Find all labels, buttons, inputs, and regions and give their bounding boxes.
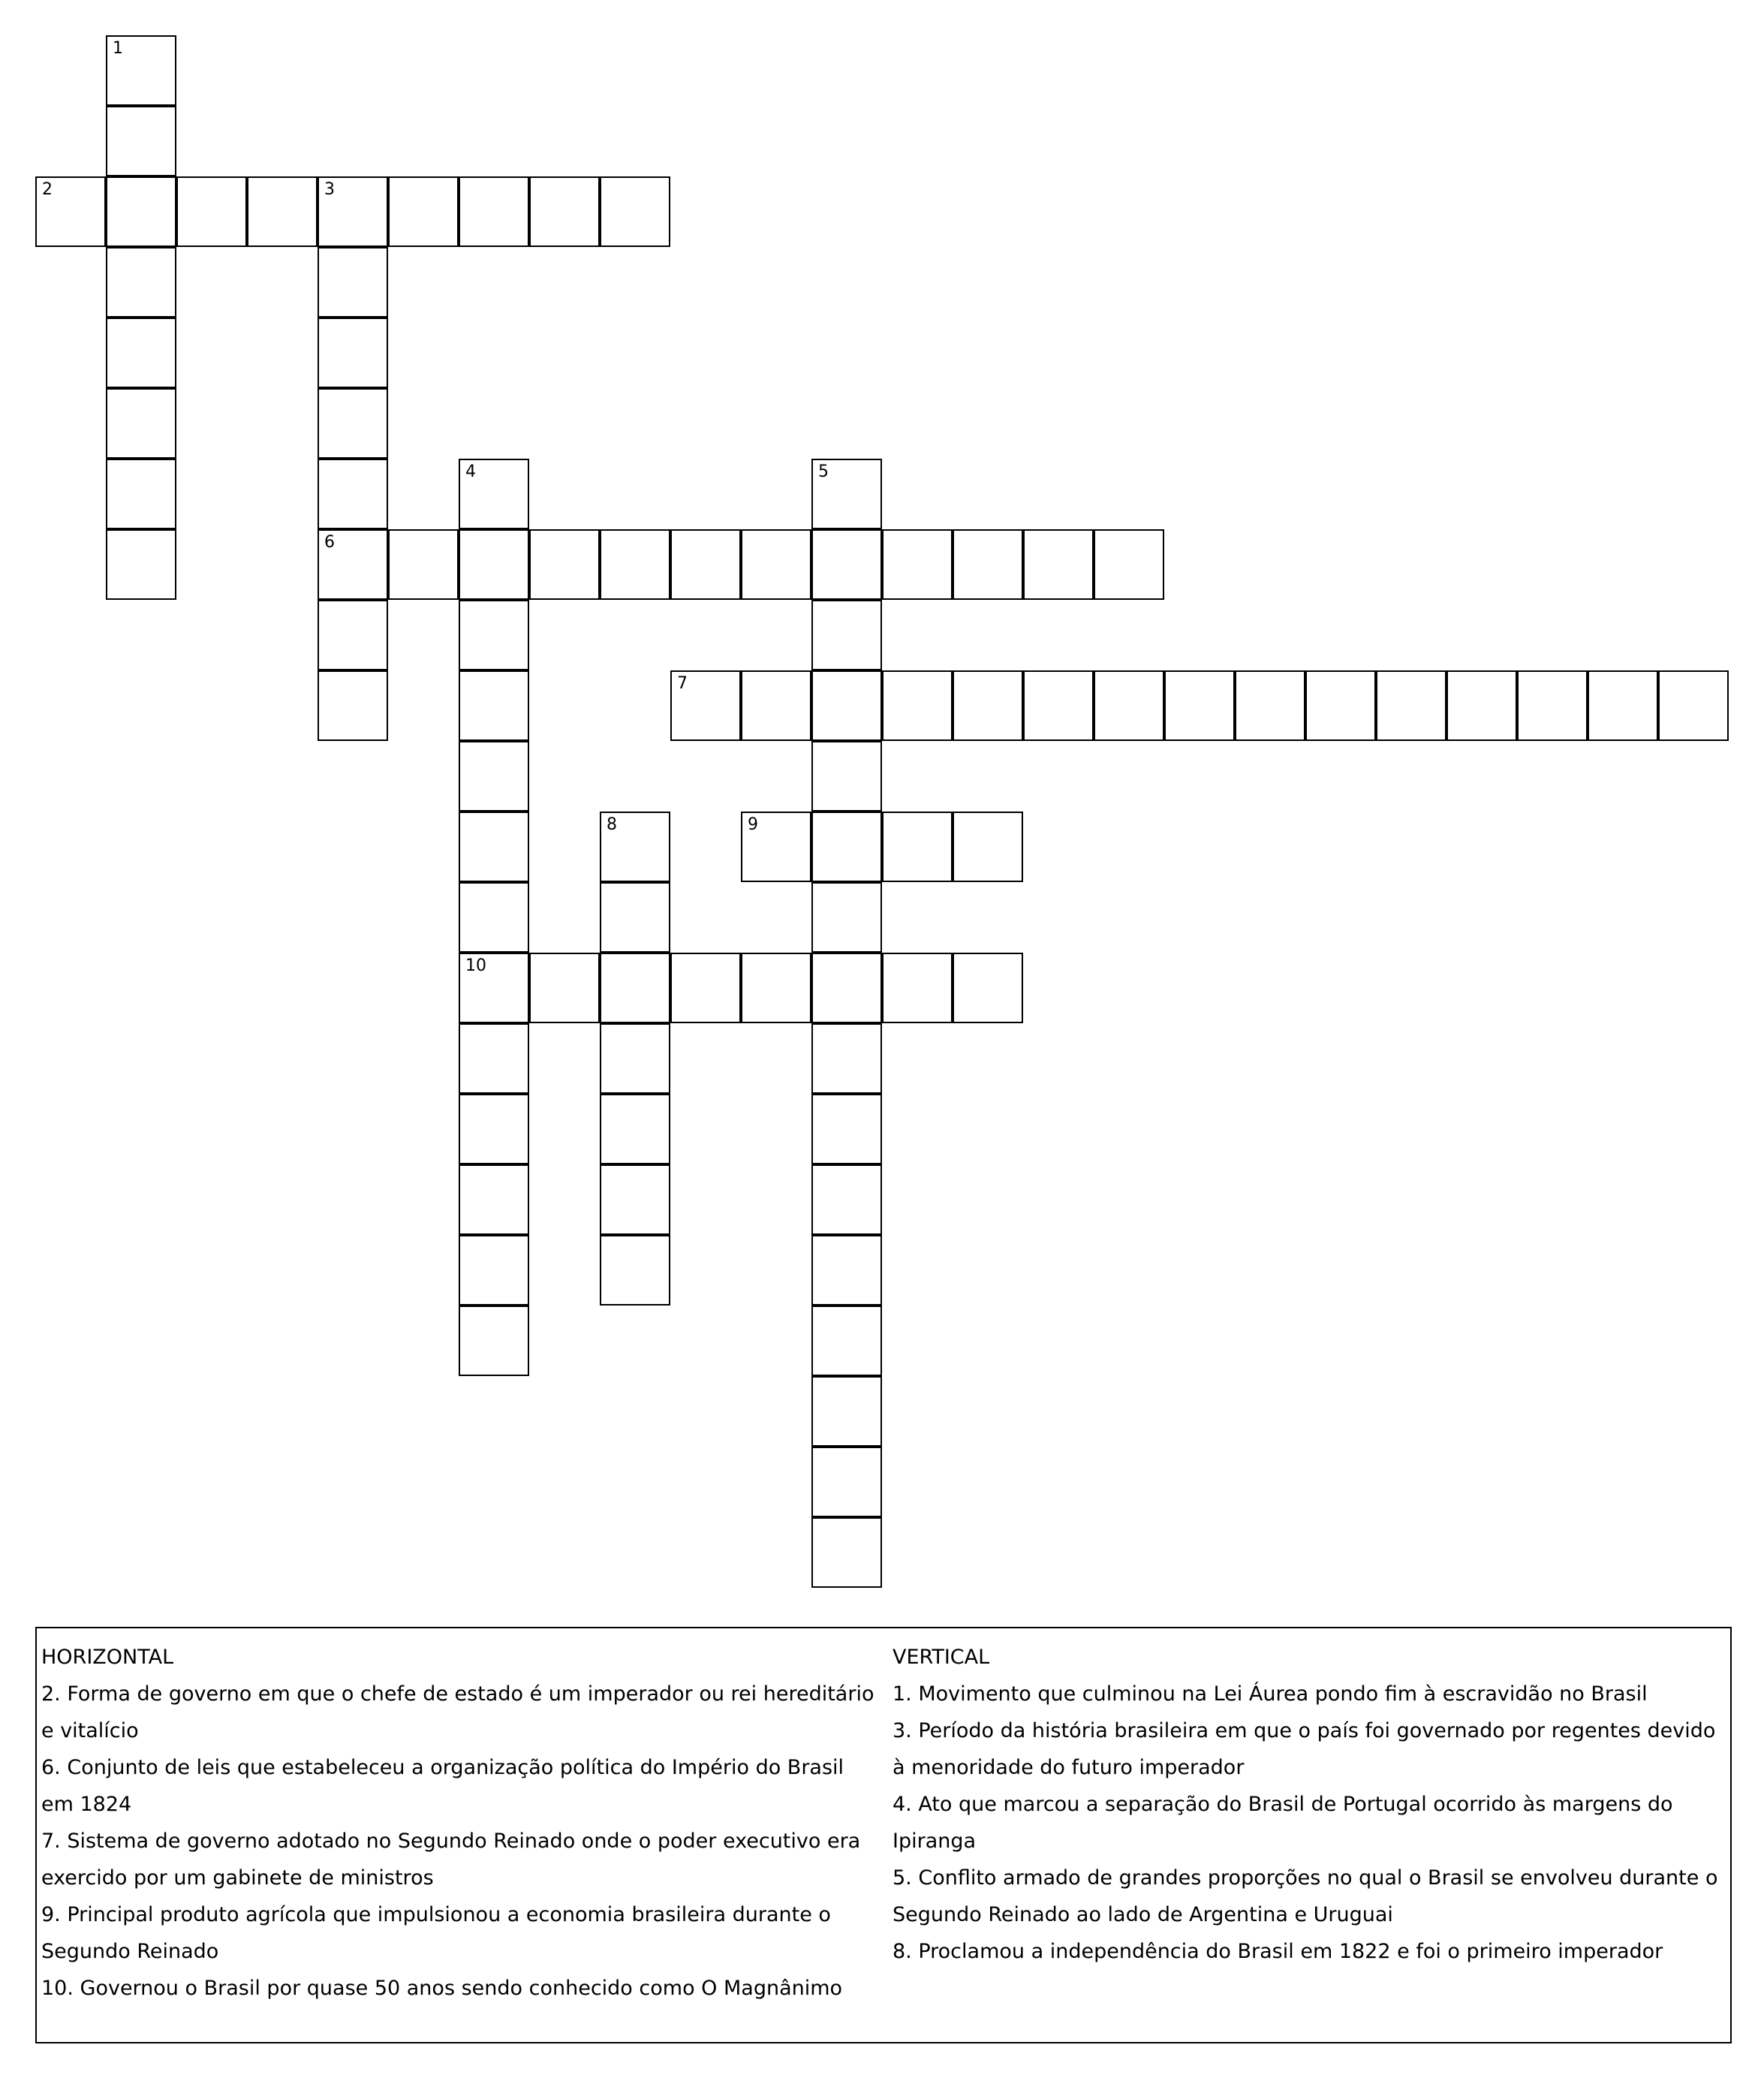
crossword-cell[interactable] [670, 953, 741, 1023]
crossword-cell[interactable] [1658, 670, 1729, 741]
crossword-cell[interactable] [600, 1235, 670, 1306]
crossword-cell[interactable] [811, 1235, 882, 1306]
crossword-cell[interactable] [741, 953, 811, 1023]
crossword-cell[interactable] [600, 1164, 670, 1235]
crossword-cell[interactable] [459, 1023, 529, 1094]
crossword-cell[interactable] [811, 882, 882, 953]
crossword-cell[interactable] [600, 1023, 670, 1094]
crossword-cell[interactable] [318, 600, 388, 670]
crossword-cell[interactable] [882, 812, 953, 882]
clue-vertical-8: 8. Proclamou a independência do Brasil em 1822 e foi o primeiro imperador [893, 1940, 1663, 1963]
crossword-cell[interactable] [318, 176, 388, 247]
crossword-cell[interactable] [600, 812, 670, 882]
cell-number: 8 [607, 815, 617, 834]
crossword-cell[interactable] [459, 1094, 529, 1164]
crossword-cell[interactable] [811, 741, 882, 812]
clue-horizontal-9: 9. Principal produto agrícola que impulsionou a economia brasileira durante o Segundo Reinado [41, 1903, 831, 1963]
crossword-cell[interactable] [600, 1094, 670, 1164]
crossword-cell[interactable] [811, 1094, 882, 1164]
crossword-cell[interactable] [811, 529, 882, 600]
cell-number: 3 [324, 180, 335, 199]
clue-horizontal-7: 7. Sistema de governo adotado no Segundo Reinado onde o poder executivo era exercido por um gabinete de ministros [41, 1830, 861, 1890]
crossword-cell[interactable] [1446, 670, 1517, 741]
crossword-cell[interactable] [1094, 529, 1164, 600]
crossword-cell[interactable] [811, 1023, 882, 1094]
crossword-cell[interactable] [882, 670, 953, 741]
crossword-cell[interactable] [106, 529, 176, 600]
vertical-heading: VERTICAL [893, 1646, 990, 1669]
crossword-cell[interactable] [459, 812, 529, 882]
clue-horizontal-6: 6. Conjunto de leis que estabeleceu a organização política do Império do Brasil em 1824 [41, 1756, 844, 1816]
crossword-cell[interactable] [106, 35, 176, 106]
crossword-cell[interactable] [459, 1306, 529, 1376]
crossword-cell[interactable] [1164, 670, 1235, 741]
crossword-cell[interactable] [811, 1376, 882, 1447]
crossword-cell[interactable] [106, 318, 176, 388]
cell-number: 9 [748, 815, 758, 834]
crossword-cell[interactable] [459, 670, 529, 741]
crossword-cell[interactable] [529, 176, 600, 247]
crossword-cell[interactable] [106, 247, 176, 318]
crossword-cell[interactable] [1023, 670, 1094, 741]
crossword-cell[interactable] [176, 176, 247, 247]
crossword-cell[interactable] [741, 670, 811, 741]
clue-vertical-1: 1. Movimento que culminou na Lei Áurea pondo fim à escravidão no Brasil [893, 1682, 1648, 1706]
crossword-cell[interactable] [388, 176, 459, 247]
crossword-cell[interactable] [811, 1306, 882, 1376]
crossword-cell[interactable] [882, 953, 953, 1023]
cell-number: 1 [113, 39, 123, 58]
crossword-cell[interactable] [811, 812, 882, 882]
crossword-cell[interactable] [811, 1447, 882, 1517]
cell-number: 2 [42, 180, 53, 199]
crossword-cell[interactable] [35, 176, 106, 247]
crossword-cell[interactable] [953, 812, 1023, 882]
crossword-cell[interactable] [459, 1164, 529, 1235]
crossword-cell[interactable] [600, 953, 670, 1023]
crossword-cell[interactable] [318, 529, 388, 600]
crossword-cell[interactable] [106, 459, 176, 529]
crossword-cell[interactable] [811, 1517, 882, 1588]
crossword-cell[interactable] [670, 529, 741, 600]
crossword-cell[interactable] [600, 882, 670, 953]
crossword-cell[interactable] [459, 459, 529, 529]
crossword-cell[interactable] [1023, 529, 1094, 600]
clues-box [35, 1627, 1732, 2043]
crossword-cell[interactable] [459, 882, 529, 953]
crossword-cell[interactable] [318, 247, 388, 318]
crossword-cell[interactable] [388, 529, 459, 600]
crossword-cell[interactable] [459, 529, 529, 600]
crossword-cell[interactable] [811, 953, 882, 1023]
crossword-cell[interactable] [247, 176, 318, 247]
crossword-cell[interactable] [1517, 670, 1588, 741]
crossword-cell[interactable] [1376, 670, 1446, 741]
crossword-cell[interactable] [600, 176, 670, 247]
crossword-cell[interactable] [106, 176, 176, 247]
crossword-cell[interactable] [811, 670, 882, 741]
clue-vertical-4: 4. Ato que marcou a separação do Brasil de Portugal ocorrido às margens do Ipiranga [893, 1793, 1673, 1853]
crossword-cell[interactable] [953, 670, 1023, 741]
crossword-cell[interactable] [741, 529, 811, 600]
clue-horizontal-2: 2. Forma de governo em que o chefe de estado é um imperador ou rei hereditário e vitalício [41, 1682, 874, 1742]
crossword-cell[interactable] [741, 812, 811, 882]
cell-number: 4 [465, 462, 476, 481]
cell-number: 10 [465, 956, 486, 975]
crossword-cell[interactable] [318, 318, 388, 388]
crossword-cell[interactable] [1305, 670, 1376, 741]
crossword-cell[interactable] [1235, 670, 1305, 741]
vertical-clues [893, 1639, 1726, 1970]
crossword-cell[interactable] [459, 953, 529, 1023]
crossword-cell[interactable] [1588, 670, 1658, 741]
crossword-cell[interactable] [811, 600, 882, 670]
crossword-cell[interactable] [106, 106, 176, 176]
crossword-cell[interactable] [953, 953, 1023, 1023]
crossword-cell[interactable] [318, 670, 388, 741]
crossword-cell[interactable] [953, 529, 1023, 600]
cell-number: 5 [818, 462, 829, 481]
crossword-cell[interactable] [459, 176, 529, 247]
crossword-cell[interactable] [318, 459, 388, 529]
crossword-cell[interactable] [459, 1235, 529, 1306]
cell-number: 7 [677, 674, 688, 693]
crossword-cell[interactable] [882, 529, 953, 600]
crossword-cell[interactable] [529, 953, 600, 1023]
crossword-cell[interactable] [811, 459, 882, 529]
horizontal-clues [41, 1639, 882, 2007]
horizontal-heading: HORIZONTAL [41, 1646, 174, 1669]
crossword-cell[interactable] [459, 600, 529, 670]
crossword-cell[interactable] [1094, 670, 1164, 741]
crossword-cell[interactable] [670, 670, 741, 741]
crossword-cell[interactable] [600, 529, 670, 600]
cell-number: 6 [324, 533, 335, 552]
clue-vertical-5: 5. Conflito armado de grandes proporções no qual o Brasil se envolveu durante o Segundo Reinado ao lado de Argentina e Uruguai [893, 1866, 1718, 1926]
clue-horizontal-10: 10. Governou o Brasil por quase 50 anos sendo conhecido como O Magnânimo [41, 1977, 843, 2000]
crossword-cell[interactable] [529, 529, 600, 600]
crossword-cell[interactable] [106, 388, 176, 459]
clue-vertical-3: 3. Período da história brasileira em que o país foi governado por regentes devido à menoridade do futuro imperador [893, 1719, 1716, 1779]
crossword-cell[interactable] [318, 388, 388, 459]
crossword-cell[interactable] [459, 741, 529, 812]
crossword-cell[interactable] [811, 1164, 882, 1235]
